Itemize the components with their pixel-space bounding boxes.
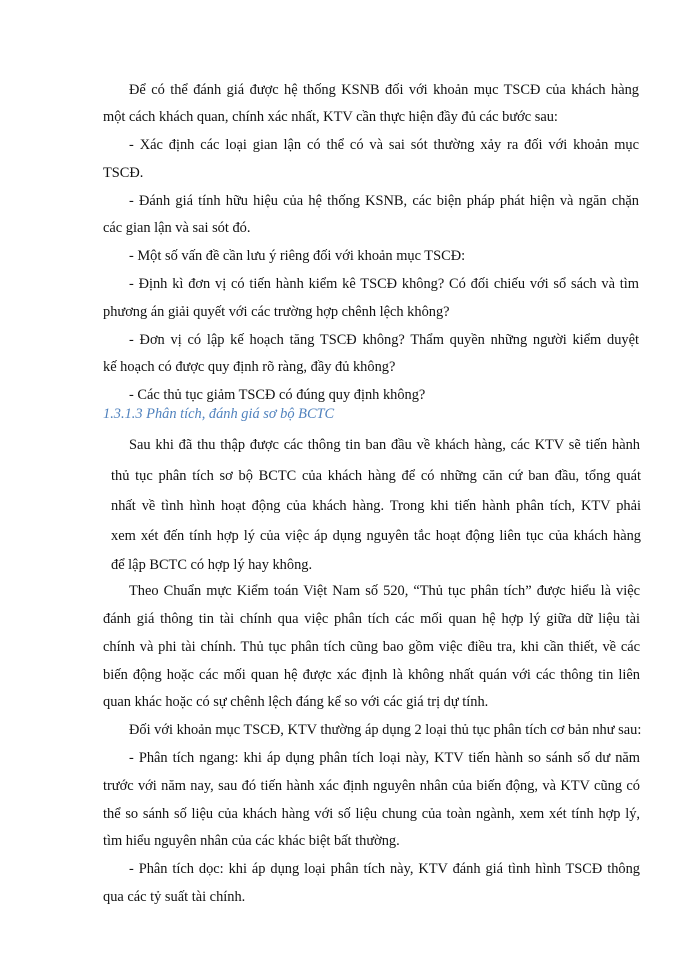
text-line: - Một số vấn đề cần lưu ý riêng đối với khoản mục TSCĐ:: [129, 248, 466, 264]
text-line: xem xét đến tính hợp lý của việc áp dụng nguyên tắc hoạt động liên tục của khách hàng: [111, 528, 641, 544]
text-line: - Đánh giá tính hữu hiệu của hệ thống KSNB, các biện pháp phát hiện và ngăn chặn: [129, 193, 639, 209]
text-line: trước với năm nay, sau đó tiến hành xác định nguyên nhân của biến động, và KTV cũng có: [103, 778, 640, 794]
text-line: qua các tỷ suất tài chính.: [103, 889, 246, 905]
text-line: một cách khách quan, chính xác nhất, KTV cần thực hiện đầy đủ các bước sau:: [103, 109, 558, 125]
text-line: Đối với khoản mục TSCĐ, KTV thường áp dụng 2 loại thủ tục phân tích cơ bản như sau:: [129, 722, 642, 738]
text-line: biến động hoặc các mối quan hệ được xác định là không nhất quán với các thông tin liên: [103, 667, 640, 683]
section-heading: 1.3.1.3 Phân tích, đánh giá sơ bộ BCTC: [103, 406, 335, 422]
text-line: - Phân tích ngang: khi áp dụng phân tích loại này, KTV tiến hành so sánh số dư năm: [129, 750, 640, 766]
text-line: Sau khi đã thu thập được các thông tin ban đầu về khách hàng, các KTV sẽ tiến hành: [129, 437, 640, 453]
text-line: kế hoạch có được quy định rõ ràng, đầy đủ không?: [103, 359, 396, 375]
text-line: phương án giải quyết với các trường hợp chênh lệch không?: [103, 304, 450, 320]
text-line: - Xác định các loại gian lận có thể có và sai sót thường xảy ra đối với khoản mục: [129, 137, 639, 153]
text-line: - Đơn vị có lập kế hoạch tăng TSCĐ không? Thẩm quyền những người kiểm duyệt: [129, 332, 639, 348]
text-line: - Phân tích dọc: khi áp dụng loại phân tích này, KTV đánh giá tình hình TSCĐ thông: [129, 861, 640, 877]
text-line: - Định kì đơn vị có tiến hành kiểm kê TSCĐ không? Có đối chiếu với sổ sách và tìm: [129, 276, 639, 292]
text-line: chính và phi tài chính. Thủ tục phân tích cũng bao gồm việc điều tra, khi cần thiết, về các: [103, 639, 640, 655]
text-line: để lập BCTC có hợp lý hay không.: [111, 557, 313, 573]
text-line: TSCĐ.: [103, 165, 144, 181]
text-line: Để có thể đánh giá được hệ thống KSNB đối với khoản mục TSCĐ của khách hàng: [129, 82, 639, 98]
text-line: thể so sánh số liệu của khách hàng với số liệu chung của toàn ngành, xem xét tính hợp lý,: [103, 806, 640, 822]
text-line: đánh giá thông tin tài chính qua việc phân tích các mối quan hệ hợp lý giữa dữ liệu tài: [103, 611, 640, 627]
text-line: quan khác hoặc có sự chênh lệch đáng kể so với các giá trị dự tính.: [103, 694, 489, 710]
text-line: Theo Chuẩn mực Kiểm toán Việt Nam số 520, “Thủ tục phân tích” được hiểu là việc: [129, 583, 640, 599]
text-line: - Các thủ tục giảm TSCĐ có đúng quy định không?: [129, 387, 426, 403]
text-line: thủ tục phân tích sơ bộ BCTC của khách hàng để có những căn cứ ban đầu, tổng quát: [111, 468, 641, 484]
text-line: tìm hiểu nguyên nhân của các khác biệt bất thường.: [103, 833, 400, 849]
text-line: nhất về tình hình hoạt động của khách hàng. Trong khi tiến hành phân tích, KTV phải: [111, 498, 641, 514]
text-line: các gian lận và sai sót đó.: [103, 220, 251, 236]
